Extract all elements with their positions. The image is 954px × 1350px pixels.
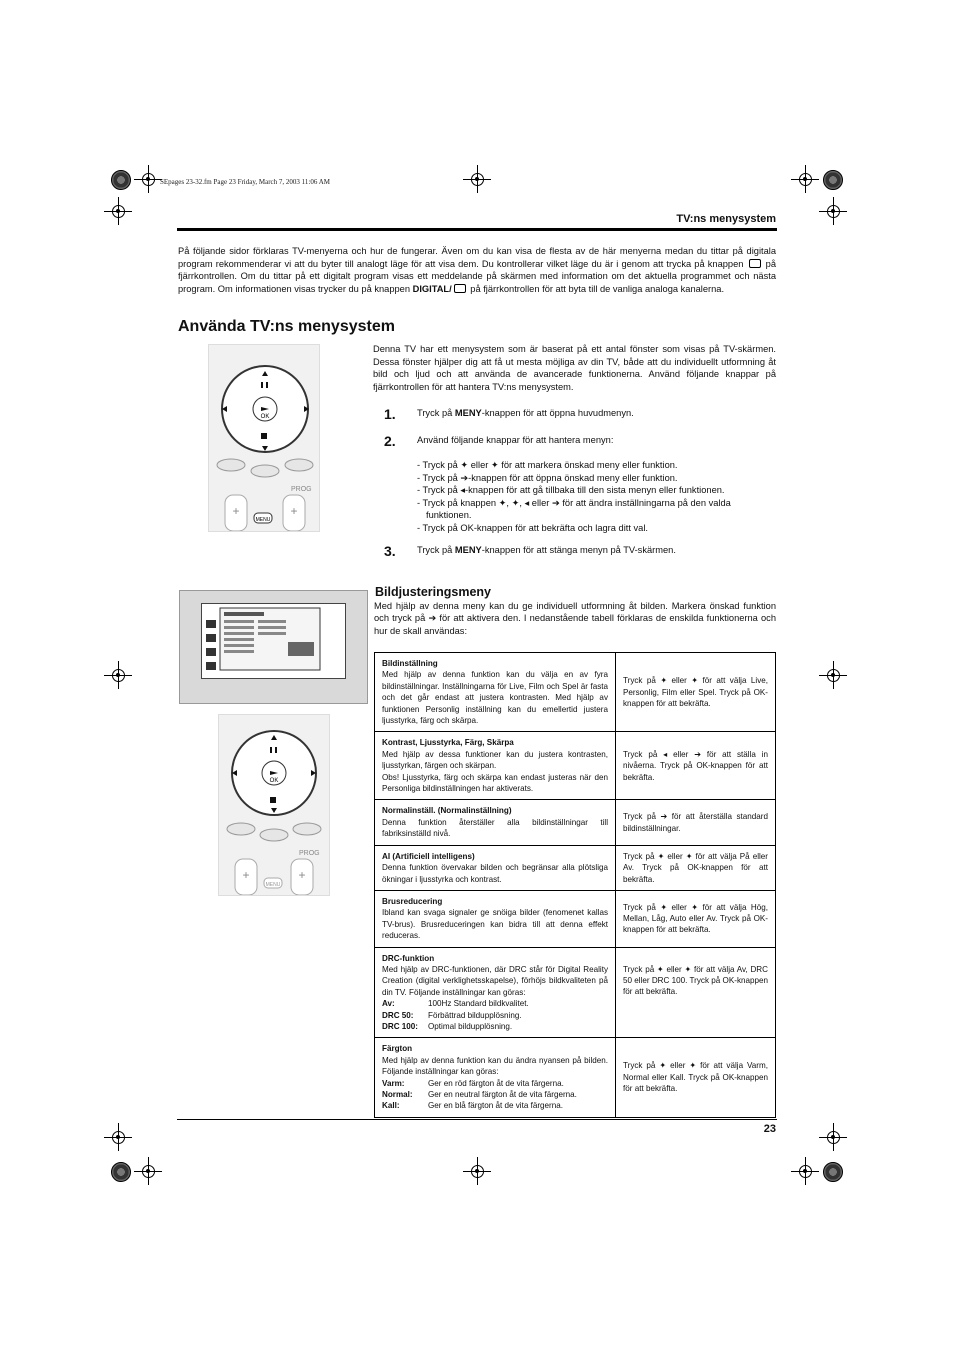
page-heading: Använda TV:ns menysystem (178, 318, 395, 335)
table-row: AI (Artificiell intelligens) Denna funktion övervakar bilden och begränsar alla plötsliga ökningar i ljusstyrka och kontrast. Tryck på ✦ eller ✦ för att välja På eller Av. Tryck på OK-knappen för att bekräfta. (375, 845, 776, 890)
instruction-item: - Tryck på ✦ eller ✦ för att markera önskad meny eller funktion. (417, 460, 678, 470)
registration-target-icon (111, 1162, 131, 1182)
registration-target-icon (111, 170, 131, 190)
instruction-item: - Tryck på ➔-knappen för att öppna önskad meny eller funktion. (417, 472, 678, 483)
intro-paragraph: På följande sidor förklaras TV-menyerna och hur de fungerar. Även om du kan visa de flesta av de här menyerna medan du tittar på digitala program rekommenderar vi att du byter till analogt läge för att visa dem. Du kontrollerar vilket läge du är i genom att trycka på knappen på fjärrkontrollen. Om du tittar på ett digitalt program visas ett meddelande på skärmen med information om det aktuella programmet och nästa program. Om informationen visas trycker du på knappen DIGITAL/ på fjärrkontrollen för att byta till de vanliga analoga kanalerna. (178, 246, 776, 294)
remote-control-image (218, 714, 330, 896)
svg-text:+: + (298, 868, 306, 882)
step-text: Använd följande knappar för att hantera menyn: (417, 435, 614, 445)
table-row: Färgton Med hjälp av denna funktion kan du ändra nyansen på bilden. Följande inställningar kan göras: Varm: Ger en röd färgton åt de vita färgerna. Normal: Ger en neutral färgton åt de vita färgerna. Kall: Ger en blå färgton åt de vita färgerna. Tryck på ✦ eller ✦ för att välja Varm, Normal eller Kall. Tryck på OK-knappen för att bekräfta. (375, 1038, 776, 1117)
step-text: Tryck på MENY-knappen för att stänga menyn på TV-skärmen. (417, 545, 676, 555)
table-row: Brusreducering Ibland kan svaga signaler ge snöiga bilder (fenomenet kallas TV-brus). Brusreduceringen kan bidra till att denna effekt reduceras. Tryck på ✦ eller ✦ för att välja Hög, Mellan, Låg, Auto eller Av. Tryck på OK-knappen för att bekräfta. (375, 890, 776, 947)
header-title: TV:ns menysystem (676, 213, 776, 225)
footer-rule (177, 1119, 777, 1120)
step-number: 2. (384, 433, 396, 449)
tv-screen-image (179, 590, 368, 704)
page-number: 23 (763, 1123, 776, 1135)
section-heading: Bildjusteringsmeny (375, 585, 491, 599)
step-text: Tryck på MENY-knappen för att öppna huvudmenyn. (417, 408, 634, 418)
instruction-item: - Tryck på ◂-knappen för att gå tillbaka till den sista menyn eller funktionen. (417, 485, 725, 496)
table-row: Kontrast, Ljusstyrka, Färg, Skärpa Med hjälp av dessa funktioner kan du justera kontrasten, ljusstyrkan, färgen och skärpan. Obs! Ljusstyrka, färg och skärpa kan endast justeras när den Personliga bildinställningen har aktiverats. Tryck på ◂ eller ➔ för att ställa in nivåerna. Tryck på OK-knappen för att bekräfta. (375, 732, 776, 800)
table-row: Bildinställning Med hjälp av denna funktion kan du välja en av fyra bildinställningar. Inställningarna för Live, Film och Spel är fasta och det går endast att justera kontrasten. Med hjälp av funktionen Personlig inställning kan du emellertid justera ljusstyrka, färg och skärpa. Tryck på ✦ eller ✦ för att välja Live, Personlig, Film eller Spel. Tryck på OK-knappen för att bekräfta. (375, 653, 776, 732)
svg-text:MENU: MENU (265, 882, 281, 888)
section-description: Med hjälp av denna meny kan du ge individuell utformning åt bilden. Markera önskad funktion och tryck på ➔ för att aktivera den. I nedanstående tabell förklaras de enskilda funktionerna och hur de skall användas: (374, 601, 776, 636)
header-rule (177, 228, 777, 231)
picture-settings-table (374, 652, 776, 1118)
table-row: DRC-funktion Med hjälp av DRC-funktionen, där DRC står för Digital Reality Creation (digital verklighetsskapelse), förhöjs bildkvaliteten på din TV. Följande inställningar kan göras: Av: 100Hz Standard bildkvalitet. DRC 50: Förbättrad bildupplösning. DRC 100: Optimal bildupplösning. Tryck på ✦ eller ✦ för att välja Av, DRC 50 eller DRC 100. Tryck på OK-knappen för att bekräfta. (375, 947, 776, 1038)
menu-description: Denna TV har ett menysystem som är baserat på ett antal fönster som visas på TV-skärmen. Dessa fönster hjälper dig att få ut mesta möjliga av din TV, både att du individuellt utformning åt bild och ljud och att använda de avancerade funktionerna. Använd följande knappar på fjärrkontrollen för att hantera TV:ns menysystem. (373, 344, 776, 392)
digital-button-icon (454, 284, 466, 293)
step-number: 3. (384, 543, 396, 559)
remote-control-image (208, 344, 320, 532)
svg-text:OK: OK (269, 778, 279, 784)
step-number: 1. (384, 406, 396, 422)
instruction-item: - Tryck på knappen ✦, ✦, ◂ eller ➔ för att ändra inställningarna på den valda funktionen. (417, 497, 731, 521)
file-stamp: SEpages 23-32.fm Page 23 Friday, March 7, 2003 11:06 AM (160, 178, 330, 186)
ok-label: OK (260, 414, 270, 420)
registration-target-icon (823, 170, 843, 190)
svg-text:PROG: PROG (299, 850, 320, 857)
table-row: Normalinställ. (Normalinställning) Denna funktion återställer alla bildinställningar till fabriksinställd nivå. Tryck på ➔ för att återställa standard bildinställningar. (375, 800, 776, 845)
mode-button-icon (749, 259, 761, 268)
svg-text:+: + (242, 868, 250, 882)
menu-label: MENU (255, 517, 271, 523)
instruction-item: - Tryck på OK-knappen för att bekräfta och lagra ditt val. (417, 522, 648, 533)
registration-target-icon (823, 1162, 843, 1182)
navigation-instructions (417, 459, 777, 535)
svg-text:+: + (290, 504, 298, 518)
svg-text:+: + (232, 504, 240, 518)
prog-label: PROG (291, 486, 312, 493)
